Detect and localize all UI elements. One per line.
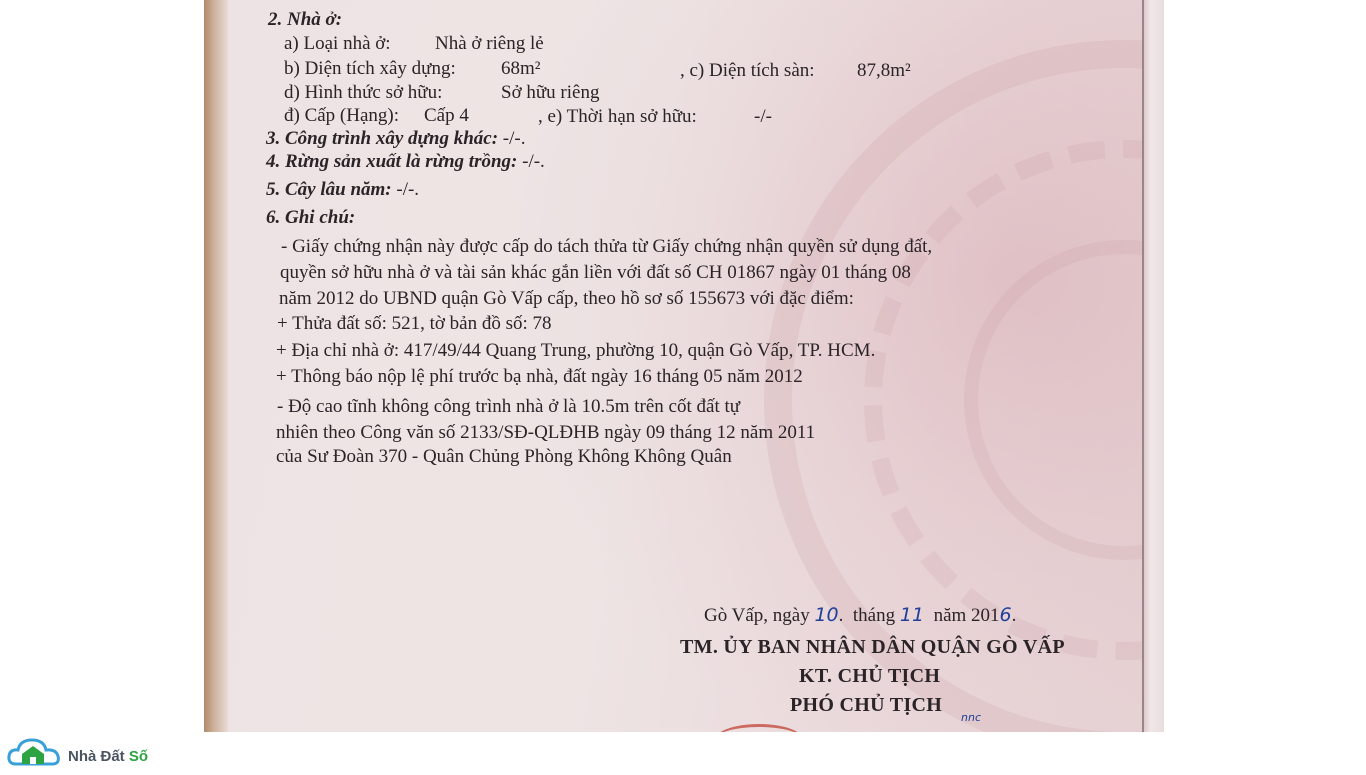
grade-value: Cấp 4 — [424, 105, 469, 126]
paper-left-edge — [204, 0, 228, 732]
section-3-heading: 3. Công trình xây dựng khác: — [266, 128, 499, 149]
section-6-heading: 6. Ghi chú: — [266, 207, 356, 228]
authority-line: TM. ỦY BAN NHÂN DÂN QUẬN GÒ VẤP — [680, 636, 1065, 658]
watermark-brand-text — [68, 748, 148, 765]
year-printed: 201 — [971, 605, 1000, 626]
ownership-form-label: d) Hình thức sở hữu: — [284, 82, 443, 103]
section-3-value: -/-. — [502, 128, 526, 149]
signature-date: Gò Vấp, ngày 10. tháng 11 năm 2016. — [704, 604, 1017, 626]
note-line: + Thông báo nộp lệ phí trước bạ nhà, đất ngày 16 tháng 05 năm 2012 — [276, 366, 803, 387]
handwritten-day: 10 — [814, 604, 839, 626]
section-5-heading: 5. Cây lâu năm: — [266, 179, 392, 200]
note-line: của Sư Đoàn 370 - Quân Chủng Phòng Không Không Quân — [276, 446, 732, 467]
handwritten-initial: nnc — [961, 711, 981, 724]
building-area-value: 68m² — [501, 58, 541, 79]
section-5 — [266, 179, 419, 201]
note-line: + Địa chỉ nhà ở: 417/49/44 Quang Trung, phường 10, quận Gò Vấp, TP. HCM. — [276, 340, 876, 361]
note-line: quyền sở hữu nhà ở và tài sản khác gắn liền với đất số CH 01867 ngày 01 tháng 08 — [280, 262, 911, 283]
note-line: + Thửa đất số: 521, tờ bản đồ số: 78 — [277, 313, 552, 334]
ownership-term-label: , e) Thời hạn sở hữu: — [538, 106, 697, 127]
house-type-value: Nhà ở riêng lẻ — [435, 33, 544, 54]
section-4 — [266, 151, 545, 173]
floor-area-label: , c) Diện tích sàn: — [680, 60, 815, 81]
section-4-heading: 4. Rừng sản xuất là rừng trồng: — [266, 151, 518, 172]
handwritten-year-digit: 6 — [999, 604, 1012, 626]
note-line: năm 2012 do UBND quận Gò Vấp cấp, theo hồ sơ số 155673 với đặc điểm: — [279, 288, 854, 309]
section-2-heading: 2. Nhà ở: — [268, 9, 343, 30]
authority-title: KT. CHỦ TỊCH — [799, 665, 941, 687]
house-cloud-icon — [6, 734, 70, 770]
section-5-value: -/-. — [396, 179, 420, 200]
note-line: nhiên theo Công văn số 2133/SĐ-QLĐHB ngày 09 tháng 12 năm 2011 — [276, 422, 816, 443]
note-line: - Giấy chứng nhận này được cấp do tách thửa từ Giấy chứng nhận quyền sử dụng đất, — [281, 236, 933, 257]
paper-fold-line — [1142, 0, 1144, 732]
grade-label: đ) Cấp (Hạng): — [284, 105, 400, 126]
red-seal-edge — [714, 724, 804, 732]
footer-bar — [0, 732, 1366, 768]
brand-name: Nhà Đất — [68, 748, 125, 765]
brand-suffix: Số — [128, 748, 149, 765]
floor-area-value: 87,8m² — [857, 60, 911, 81]
section-4-value: -/-. — [522, 151, 545, 172]
certificate-page — [204, 0, 1164, 732]
handwritten-month: 11 — [899, 604, 925, 626]
date-prefix: Gò Vấp, ngày — [704, 605, 810, 626]
ownership-term-value: -/- — [754, 106, 772, 127]
section-3 — [266, 128, 525, 150]
signer-title: PHÓ CHỦ TỊCH — [790, 694, 943, 716]
building-area-label: b) Diện tích xây dựng: — [284, 58, 456, 79]
house-type-label: a) Loại nhà ở: — [284, 33, 391, 54]
note-line: - Độ cao tĩnh không công trình nhà ở là 10.5m trên cốt đất tự — [277, 396, 741, 417]
paper-right-edge — [1142, 0, 1164, 732]
year-label: năm — [933, 605, 967, 626]
month-label: tháng — [852, 605, 896, 626]
ownership-form-value: Sở hữu riêng — [501, 82, 600, 103]
